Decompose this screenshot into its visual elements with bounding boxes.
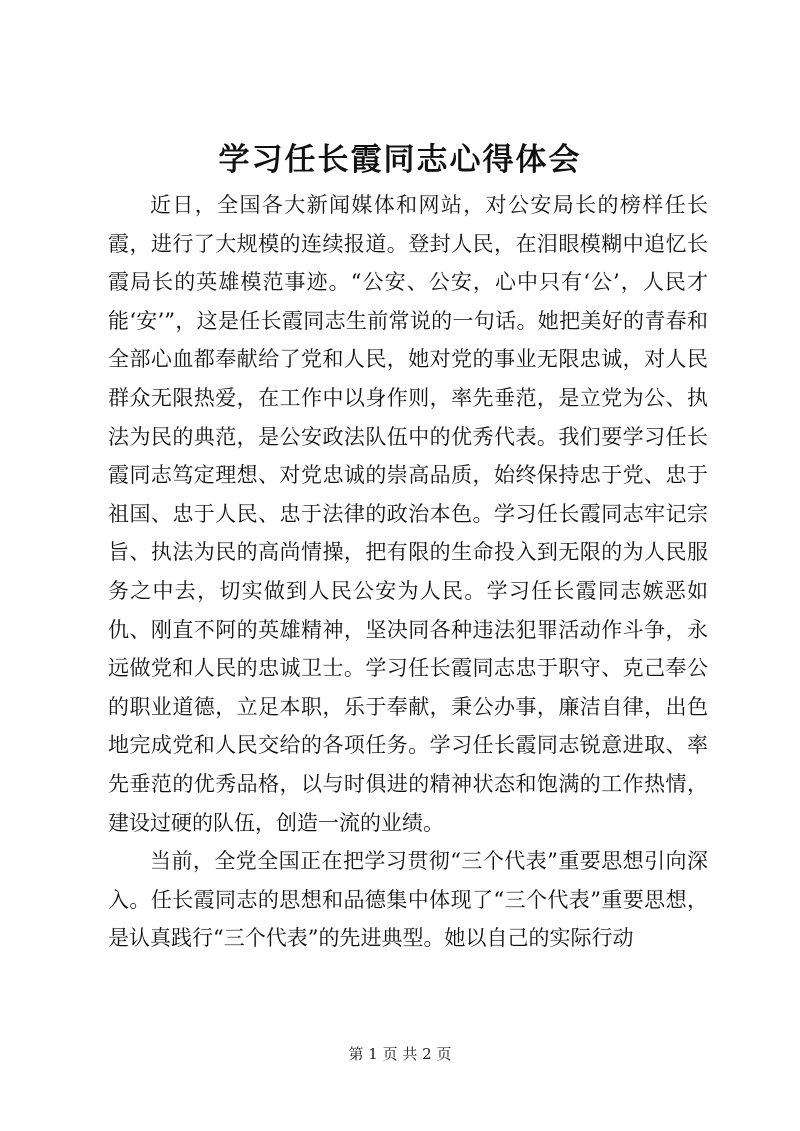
document-body bbox=[108, 186, 708, 958]
paragraph-2: 当前，全党全国正在把学习贯彻“三个代表”重要思想引向深入。任长霞同志的思想和品德集中体现了“三个代表”重要思想，是认真践行“三个代表”的先进典型。她以自己的实际行动 bbox=[108, 849, 708, 951]
page-footer: 第 1 页 共 2 页 bbox=[348, 1045, 452, 1063]
paragraph-1: 近日，全国各大新闻媒体和网站，对公安局长的榜样任长霞，进行了大规模的连续报道。登封人民，在泪眼模糊中追忆长霞局长的英雄模范事迹。“公安、公安，心中只有‘公’，人民才能‘安’”，这是任长霞同志生前常说的一句话。她把美好的青春和全部心血都奉献给了党和人民，她对党的事业无限忠诚，对人民群众无限热爱，在工作中以身作则，率先垂范，是立党为公、执法为民的典范，是公安政法队伍中的优秀代表。我们要学习任长霞同志笃定理想、对党忠诚的崇高品质，始终保持忠于党、忠于祖国、忠于人民、忠于法律的政治本色。学习任长霞同志牢记宗旨、执法为民的高尚情操，把有限的生命投入到无限的为人民服务之中去，切实做到人民公安为人民。学习任长霞同志嫉恶如仇、刚直不阿的英雄精神，坚决同各种违法犯罪活动作斗争，永远做党和人民的忠诚卫士。学习任长霞同志忠于职守、克己奉公的职业道德，立足本职，乐于奉献，秉公办事，廉洁自律，出色地完成党和人民交给的各项任务。学习任长霞同志锐意进取、率先垂范的优秀品格，以与时俱进的精神状态和饱满的工作热情，建设过硬的队伍，创造一流的业绩。 bbox=[108, 193, 708, 835]
document-title: 学习任长霞同志心得体会 bbox=[218, 142, 582, 178]
